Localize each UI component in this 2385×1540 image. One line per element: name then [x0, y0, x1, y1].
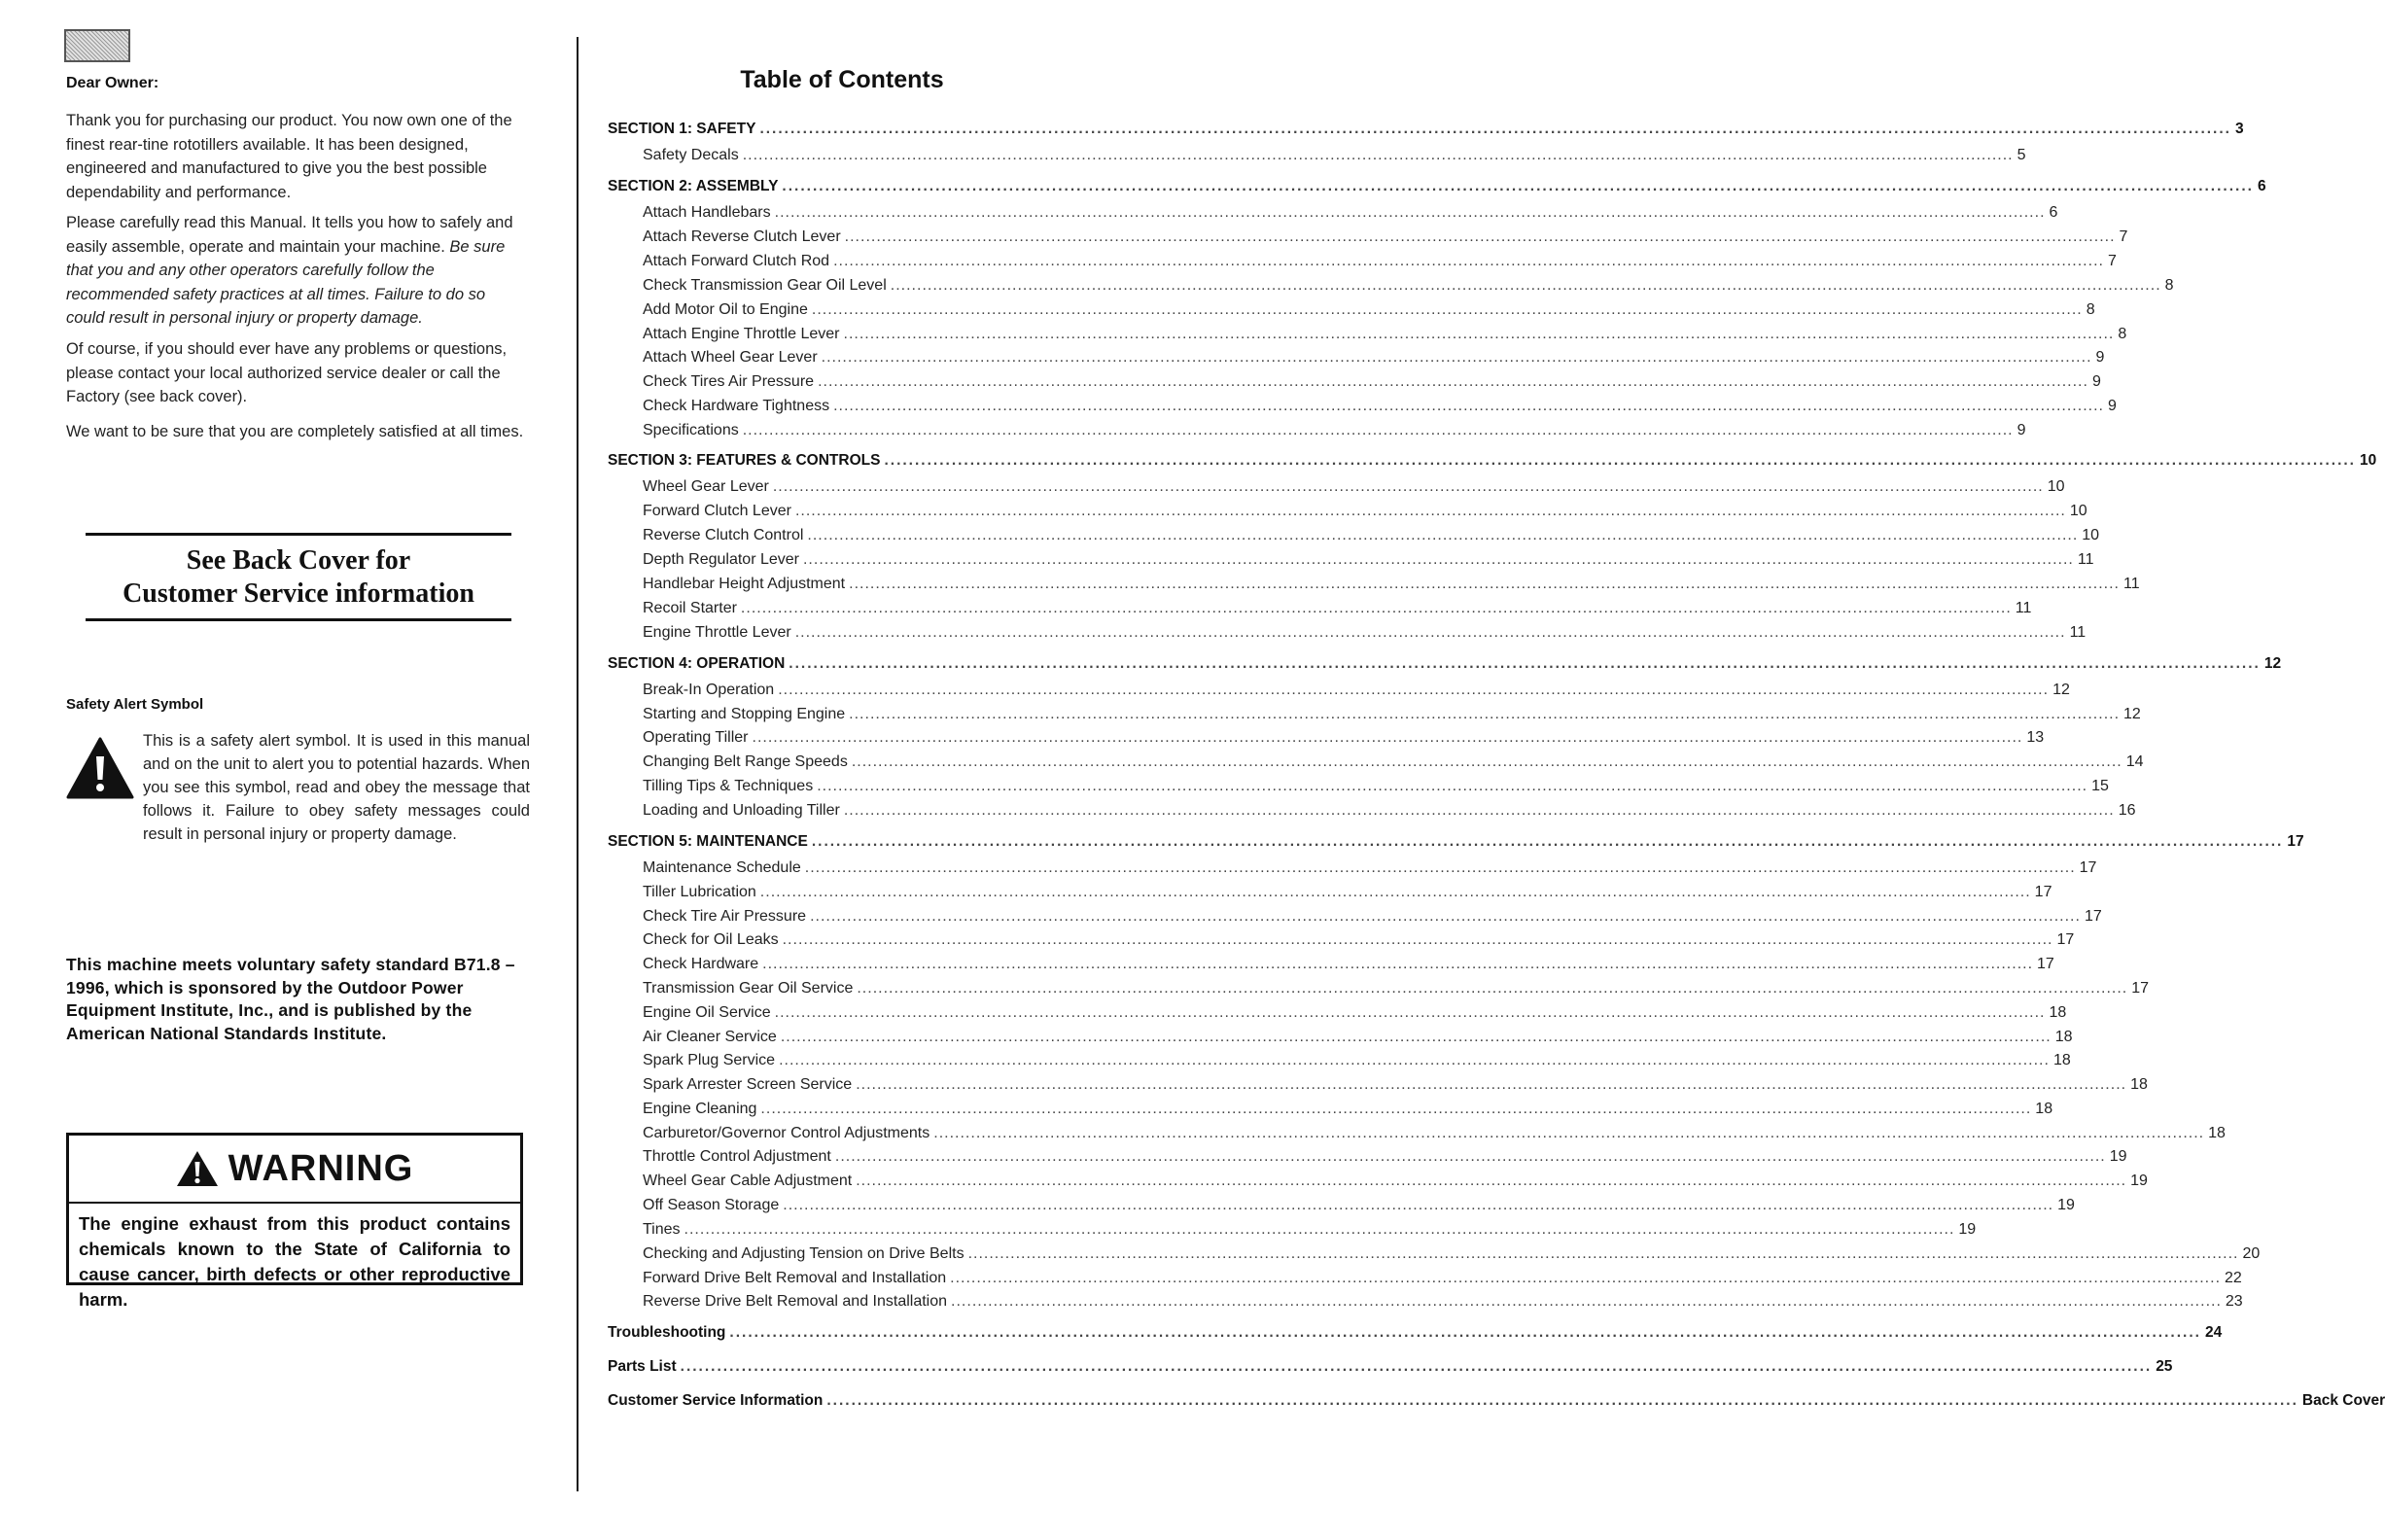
toc-entry-page: 14	[2125, 753, 2144, 770]
toc-dot-leader: ................................................................................................................................................................................................................................................	[817, 778, 2088, 794]
toc-dot-leader: ................................................................................................................................................................................................................................................	[759, 121, 2231, 137]
toc-subsection-entry	[643, 1270, 2242, 1287]
toc-entry-page: 12	[2123, 706, 2141, 722]
toc-entry-page: 17	[2079, 859, 2097, 876]
toc-entry-page: 19	[2109, 1148, 2127, 1165]
toc-subsection-entry	[643, 859, 2097, 877]
toc-dot-leader: ................................................................................................................................................................................................................................................	[783, 1197, 2054, 1213]
toc-section-entry	[608, 121, 2244, 138]
toc-entry-page: 17	[2287, 833, 2304, 850]
toc-entry-page: 17	[2034, 884, 2052, 900]
toc-entry-label: Forward Drive Belt Removal and Installation	[643, 1270, 947, 1286]
toc-entry-page: 11	[2069, 624, 2087, 641]
toc-subsection-entry	[643, 802, 2136, 820]
toc-dot-leader: ................................................................................................................................................................................................................................................	[811, 833, 2284, 850]
toc-entry-label: Engine Cleaning	[643, 1101, 757, 1117]
toc-dot-leader: ................................................................................................................................................................................................................................................	[851, 753, 2122, 770]
greeting: Dear Owner:	[66, 75, 159, 91]
toc-entry-page: 18	[2130, 1076, 2148, 1093]
toc-dot-leader: ................................................................................................................................................................................................................................................	[833, 253, 2104, 269]
toc-subsection-entry	[643, 729, 2045, 747]
toc-entry-label: Attach Handlebars	[643, 204, 771, 221]
toc-dot-leader: ................................................................................................................................................................................................................................................	[967, 1245, 2239, 1262]
toc-entry-label: Recoil Starter	[643, 600, 737, 616]
toc-dot-leader: ................................................................................................................................................................................................................................................	[802, 551, 2074, 568]
toc-dot-leader: ................................................................................................................................................................................................................................................	[759, 884, 2031, 900]
toc-section-entry	[608, 452, 2377, 470]
toc-dot-leader: ................................................................................................................................................................................................................................................	[849, 706, 2121, 722]
toc-entry-page: 18	[2049, 1004, 2067, 1021]
toc-entry-label: Operating Tiller	[643, 729, 749, 746]
toc-entry-label: Attach Reverse Clutch Lever	[643, 228, 841, 245]
toc-entry-page: 10	[2069, 503, 2087, 519]
toc-dot-leader: ................................................................................................................................................................................................................................................	[857, 980, 2128, 997]
toc-subsection-entry	[643, 204, 2058, 222]
toc-subsection-entry	[643, 1101, 2053, 1118]
service-notice-line1: See Back Cover for	[186, 545, 411, 576]
toc-subsection-entry	[643, 624, 2087, 642]
toc-entry-page: 3	[2234, 121, 2244, 137]
toc-dot-leader: ................................................................................................................................................................................................................................................	[810, 908, 2081, 925]
toc-dot-leader: ................................................................................................................................................................................................................................................	[752, 729, 2023, 746]
toc-subsection-entry	[643, 551, 2094, 569]
problems-paragraph: Of course, if you should ever have any problems or questions, please contact your local authorized service dealer or call the Factory (see back cover).	[66, 340, 508, 405]
toc-entry-label: Safety Decals	[643, 147, 739, 163]
toc-subsection-entry	[643, 398, 2117, 415]
satisfaction-paragraph: We want to be sure that you are completely satisfied at all times.	[66, 423, 524, 440]
toc-subsection-entry	[643, 576, 2140, 593]
toc-subsection-entry	[643, 228, 2128, 246]
column-divider	[577, 37, 579, 1491]
toc-section-entry	[608, 833, 2304, 851]
toc-entry-label: Throttle Control Adjustment	[643, 1148, 831, 1165]
toc-section-entry	[608, 1358, 2173, 1376]
toc-entry-label: Check Transmission Gear Oil Level	[643, 277, 887, 294]
toc-entry-page: 17	[2056, 931, 2075, 948]
toc-dot-leader: ................................................................................................................................................................................................................................................	[772, 478, 2044, 495]
toc-subsection-entry	[643, 1125, 2226, 1142]
toc-subsection-entry	[643, 1029, 2073, 1046]
toc-dot-leader: ................................................................................................................................................................................................................................................	[774, 1004, 2046, 1021]
toc-entry-page: 17	[2084, 908, 2102, 925]
safety-alert-icon	[66, 737, 134, 799]
toc-subsection-entry	[643, 326, 2127, 343]
toc-dot-leader: ................................................................................................................................................................................................................................................	[811, 301, 2083, 318]
toc-dot-leader: ................................................................................................................................................................................................................................................	[789, 655, 2261, 672]
toc-entry-page: 9	[2017, 422, 2026, 438]
toc-entry-page: 19	[2130, 1172, 2148, 1189]
toc-subsection-entry	[643, 349, 2105, 367]
toc-section-entry	[608, 1324, 2223, 1342]
toc-entry-label: Engine Throttle Lever	[643, 624, 791, 641]
toc-subsection-entry	[643, 931, 2075, 949]
toc-entry-page: 23	[2225, 1293, 2243, 1310]
toc-dot-leader: ................................................................................................................................................................................................................................................	[760, 1101, 2032, 1117]
toc-entry-label: SECTION 5: MAINTENANCE	[608, 833, 808, 850]
toc-entry-label: Spark Arrester Screen Service	[643, 1076, 853, 1093]
toc-entry-page: 9	[2095, 349, 2105, 366]
service-notice-bottom-rule	[86, 618, 511, 621]
toc-entry-label: Changing Belt Range Speeds	[643, 753, 848, 770]
toc-entry-label: Handlebar Height Adjustment	[643, 576, 846, 592]
toc-subsection-entry	[643, 1197, 2075, 1214]
toc-subsection-entry	[643, 1293, 2243, 1311]
toc-entry-label: Off Season Storage	[643, 1197, 780, 1213]
toc-entry-label: Checking and Adjusting Tension on Drive Belts	[643, 1245, 965, 1262]
toc-section-entry	[608, 1392, 2385, 1410]
toc-entry-page: 5	[2017, 147, 2026, 163]
toc-subsection-entry	[643, 753, 2144, 771]
toc-subsection-entry	[643, 503, 2087, 520]
safety-alert-title: Safety Alert Symbol	[66, 696, 204, 713]
toc-entry-label: Troubleshooting	[608, 1324, 726, 1341]
toc-entry-page: 10	[2360, 452, 2377, 469]
toc-entry-page: 22	[2225, 1270, 2242, 1286]
toc-entry-page: 24	[2204, 1324, 2223, 1341]
toc-entry-label: SECTION 1: SAFETY	[608, 121, 756, 137]
toc-subsection-entry	[643, 277, 2174, 295]
toc-dot-leader: ................................................................................................................................................................................................................................................	[834, 1148, 2106, 1165]
toc-subsection-entry	[643, 1004, 2067, 1022]
toc-section-entry	[608, 178, 2266, 195]
toc-entry-label: Reverse Clutch Control	[643, 527, 804, 543]
toc-entry-label: Check Hardware Tightness	[643, 398, 830, 414]
toc-entry-label: Tiller Lubrication	[643, 884, 756, 900]
toc-entry-page: 8	[2118, 326, 2127, 342]
service-notice	[86, 533, 511, 621]
toc-subsection-entry	[643, 706, 2141, 723]
toc-entry-page: 7	[2107, 253, 2117, 269]
toc-entry-label: Attach Engine Throttle Lever	[643, 326, 840, 342]
toc-entry-label: SECTION 2: ASSEMBLY	[608, 178, 779, 194]
toc-entry-label: Tines	[643, 1221, 681, 1238]
toc-entry-label: Transmission Gear Oil Service	[643, 980, 854, 997]
toc-entry-page: 12	[2052, 682, 2070, 698]
toc-dot-leader: ................................................................................................................................................................................................................................................	[843, 326, 2115, 342]
toc-entry-label: SECTION 3: FEATURES & CONTROLS	[608, 452, 881, 469]
safety-standard-notice: This machine meets voluntary safety standard B71.8 – 1996, which is sponsored by the Outdoor Power Equipment Institute, Inc., and is published by the American National Standards Institute.	[66, 955, 515, 1043]
toc-entry-page: 13	[2026, 729, 2045, 746]
toc-entry-page: 18	[2035, 1101, 2053, 1117]
toc-dot-leader: ................................................................................................................................................................................................................................................	[762, 956, 2034, 972]
toc-title: Table of Contents	[740, 66, 944, 93]
toc-entry-page: 18	[2052, 1052, 2071, 1068]
toc-entry-page: 10	[2047, 478, 2065, 495]
toc-subsection-entry	[643, 1052, 2071, 1069]
toc-dot-leader: ................................................................................................................................................................................................................................................	[742, 147, 2014, 163]
toc-subsection-entry	[643, 147, 2026, 164]
toc-entry-page: 9	[2091, 373, 2101, 390]
toc-subsection-entry	[643, 884, 2052, 901]
toc-subsection-entry	[643, 956, 2054, 973]
toc-subsection-entry	[643, 527, 2100, 544]
toc-dot-leader: ................................................................................................................................................................................................................................................	[856, 1076, 2127, 1093]
toc-dot-leader: ................................................................................................................................................................................................................................................	[729, 1324, 2201, 1341]
manual-paragraph-italic: Be sure that you and any other operators carefully follow the recommended safety practices at all times. Failure to do so could result in personal injury or property damage.	[66, 237, 506, 327]
toc-entry-page: 11	[2123, 576, 2140, 592]
toc-entry-page: 9	[2107, 398, 2117, 414]
toc-subsection-entry	[643, 778, 2109, 795]
toc-dot-leader: ................................................................................................................................................................................................................................................	[782, 178, 2254, 194]
toc-entry-label: Loading and Unloading Tiller	[643, 802, 840, 819]
toc-entry-page: 8	[2086, 301, 2095, 318]
toc-entry-label: Attach Forward Clutch Rod	[643, 253, 830, 269]
toc-entry-label: Break-In Operation	[643, 682, 775, 698]
toc-dot-leader: ................................................................................................................................................................................................................................................	[794, 624, 2066, 641]
toc-dot-leader: ................................................................................................................................................................................................................................................	[740, 600, 2012, 616]
toc-dot-leader: ................................................................................................................................................................................................................................................	[856, 1172, 2127, 1189]
toc-entry-page: 15	[2091, 778, 2109, 794]
toc-entry-label: Tilling Tips & Techniques	[643, 778, 814, 794]
toc-entry-page: 8	[2164, 277, 2174, 294]
toc-entry-label: SECTION 4: OPERATION	[608, 655, 786, 672]
service-notice-line2: Customer Service information	[123, 578, 474, 609]
toc-dot-leader: ................................................................................................................................................................................................................................................	[794, 503, 2066, 519]
toc-dot-leader: ................................................................................................................................................................................................................................................	[779, 1052, 2050, 1068]
toc-entry-label: Check Tires Air Pressure	[643, 373, 815, 390]
toc-dot-leader: ................................................................................................................................................................................................................................................	[826, 1392, 2298, 1409]
toc-subsection-entry	[643, 980, 2150, 998]
toc-entry-page: 18	[2054, 1029, 2073, 1045]
warning-triangle-icon	[176, 1150, 219, 1187]
toc-entry-label: Check for Oil Leaks	[643, 931, 779, 948]
toc-entry-label: Customer Service Information	[608, 1392, 824, 1409]
toc-entry-label: Wheel Gear Cable Adjustment	[643, 1172, 853, 1189]
toc-dot-leader: ................................................................................................................................................................................................................................................	[843, 802, 2115, 819]
toc-subsection-entry	[643, 1172, 2148, 1190]
toc-section-entry	[608, 655, 2282, 673]
toc-entry-page: 12	[2263, 655, 2282, 672]
toc-dot-leader: ................................................................................................................................................................................................................................................	[778, 682, 2050, 698]
intro-paragraph: Thank you for purchasing our product. You now own one of the finest rear-tine rototillers available. It has been designed, engineered and manufactured to give you the best possible dependability and performance.	[66, 112, 512, 201]
toc-dot-leader: ................................................................................................................................................................................................................................................	[684, 1221, 1955, 1238]
toc-entry-label: Spark Plug Service	[643, 1052, 776, 1068]
toc-subsection-entry	[643, 373, 2101, 391]
toc-dot-leader: ................................................................................................................................................................................................................................................	[884, 452, 2356, 469]
toc-subsection-entry	[643, 1076, 2148, 1094]
toc-entry-page: 10	[2082, 527, 2100, 543]
toc-entry-label: Check Hardware	[643, 956, 759, 972]
toc-entry-label: Check Tire Air Pressure	[643, 908, 807, 925]
toc-subsection-entry	[643, 422, 2026, 439]
toc-dot-leader: ................................................................................................................................................................................................................................................	[833, 398, 2104, 414]
toc-dot-leader: ................................................................................................................................................................................................................................................	[890, 277, 2161, 294]
toc-entry-label: Specifications	[643, 422, 739, 438]
toc-dot-leader: ................................................................................................................................................................................................................................................	[821, 349, 2092, 366]
toc-subsection-entry	[643, 1148, 2127, 1166]
manual-paragraph-plain: Please carefully read this Manual. It tells you how to safely and easily assemble, operate and maintain your machine.	[66, 214, 513, 256]
warning-label: WARNING	[228, 1147, 414, 1189]
toc-entry-page: 17	[2131, 980, 2150, 997]
toc-subsection-entry	[643, 908, 2102, 926]
toc-entry-page: 6	[2049, 204, 2058, 221]
toc-entry-label: Maintenance Schedule	[643, 859, 801, 876]
toc-entry-page: 19	[1958, 1221, 1977, 1238]
toc-dot-leader: ................................................................................................................................................................................................................................................	[950, 1270, 2222, 1286]
toc-entry-page: 17	[2037, 956, 2054, 972]
warning-box	[66, 1133, 523, 1310]
toc-entry-label: Attach Wheel Gear Lever	[643, 349, 818, 366]
toc-entry-page: 19	[2057, 1197, 2075, 1213]
toc-subsection-entry	[643, 301, 2095, 319]
warning-text: The engine exhaust from this product contains chemicals known to the State of California to cause cancer, birth defects or other reproductive harm.	[79, 1213, 510, 1310]
toc-dot-leader: ................................................................................................................................................................................................................................................	[849, 576, 2120, 592]
toc-dot-leader: ................................................................................................................................................................................................................................................	[818, 373, 2088, 390]
toc-entry-label: Forward Clutch Lever	[643, 503, 791, 519]
manual-paragraph	[66, 211, 527, 331]
toc-entry-label: Wheel Gear Lever	[643, 478, 769, 495]
toc-entry-label: Depth Regulator Lever	[643, 551, 799, 568]
toc-dot-leader: ................................................................................................................................................................................................................................................	[951, 1293, 2222, 1310]
toc-dot-leader: ................................................................................................................................................................................................................................................	[742, 422, 2014, 438]
warning-header	[69, 1136, 520, 1204]
toc-entry-label: Engine Oil Service	[643, 1004, 771, 1021]
toc-subsection-entry	[643, 1221, 1977, 1239]
toc-entry-page: 16	[2118, 802, 2136, 819]
toc-dot-leader: ................................................................................................................................................................................................................................................	[807, 527, 2079, 543]
toc-entry-page: 7	[2119, 228, 2128, 245]
toc-dot-leader: ................................................................................................................................................................................................................................................	[844, 228, 2116, 245]
service-notice-text	[86, 536, 511, 618]
toc-entry-page: 18	[2208, 1125, 2226, 1141]
toc-dot-leader: ................................................................................................................................................................................................................................................	[780, 1029, 2052, 1045]
toc-subsection-entry	[643, 253, 2117, 270]
toc-entry-label: Starting and Stopping Engine	[643, 706, 846, 722]
toc-entry-page: 20	[2242, 1245, 2261, 1262]
toc-subsection-entry	[643, 1245, 2261, 1263]
toc-entry-page: 25	[2156, 1358, 2173, 1375]
toc-dot-leader: ................................................................................................................................................................................................................................................	[774, 204, 2046, 221]
toc-entry-label: Carburetor/Governor Control Adjustments	[643, 1125, 930, 1141]
toc-entry-label: Reverse Drive Belt Removal and Installation	[643, 1293, 948, 1310]
toc-dot-leader: ................................................................................................................................................................................................................................................	[782, 931, 2053, 948]
toc-entry-label: Air Cleaner Service	[643, 1029, 777, 1045]
toc-dot-leader: ................................................................................................................................................................................................................................................	[804, 859, 2076, 876]
toc-subsection-entry	[643, 478, 2065, 496]
toc-entry-label: Parts List	[608, 1358, 677, 1375]
safety-alert-text: This is a safety alert symbol. It is used in this manual and on the unit to alert you to potential hazards. When you see this symbol, read and obey the message that follows it. Failure to obey safety messages could result in personal injury or property damage.	[143, 732, 530, 843]
toc-entry-page: Back Cover	[2301, 1392, 2385, 1409]
toc-subsection-entry	[643, 682, 2070, 699]
toc-entry-page: 11	[2077, 551, 2094, 568]
toc-entry-page: 6	[2257, 178, 2266, 194]
toc-dot-leader: ................................................................................................................................................................................................................................................	[680, 1358, 2153, 1375]
toc-subsection-entry	[643, 600, 2032, 617]
toc-entry-page: 11	[2015, 600, 2032, 616]
toc-entry-label: Add Motor Oil to Engine	[643, 301, 808, 318]
brand-logo-swatch	[64, 29, 130, 62]
toc-dot-leader: ................................................................................................................................................................................................................................................	[933, 1125, 2205, 1141]
